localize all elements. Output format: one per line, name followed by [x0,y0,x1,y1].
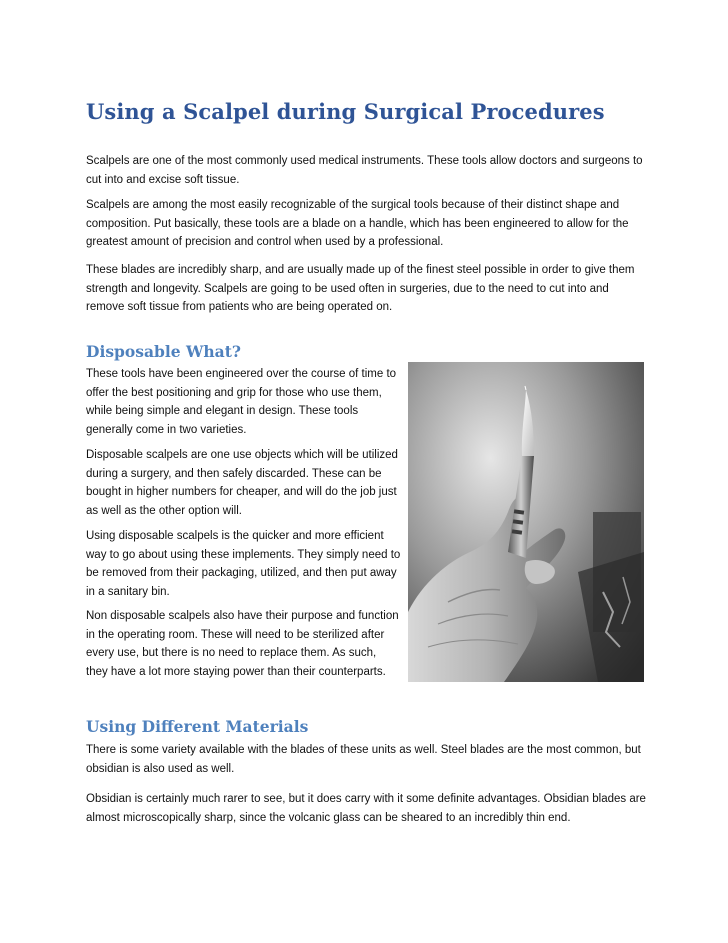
section1-paragraph-2: Disposable scalpels are one use objects which will be utilized during a surgery, and then safely discarded. These can be bought in higher numbers for cheaper, and will do the job just as well as the other option will. [86,449,398,518]
section1-paragraph-3: Using disposable scalpels is the quicker and more efficient way to go about using these implements. They simply need to be removed from their packaging, utilized, and then put away in a sanitary bin. [86,530,401,599]
section2-paragraph-2: Obsidian is certainly much rarer to see, but it does carry with it some definite advantages. Obsidian blades are almost microscopically sharp, since the volcanic glass can be sheared to an incredibly thin end. [86,793,646,824]
intro-paragraph-2: Scalpels are among the most easily recognizable of the surgical tools because of their distinct shape and composition. Put basically, these tools are a blade on a handle, which has been engineered to allow for the greatest amount of precision and control when used by a professional. [86,199,629,249]
section1-paragraph-4: Non disposable scalpels also have their purpose and function in the operating room. These will need to be sterilized after every use, but there is no need to replace them. As such, they have a lot more staying power than their counterparts. [86,610,399,679]
section2-paragraph-1: There is some variety available with the blades of these units as well. Steel blades are the most common, but obsidian is also used as well. [86,744,641,775]
intro-paragraph-1: Scalpels are one of the most commonly used medical instruments. These tools allow doctors and surgeons to cut into and excise soft tissue. [86,155,643,186]
section-heading-materials: Using Different Materials [86,717,309,736]
scalpel-photo [408,362,644,682]
intro-paragraph-3: These blades are incredibly sharp, and are usually made up of the finest steel possible in order to give them strength and longevity. Scalpels are going to be used often in surgeries, due to the need to cut into and remove soft tissue from patients who are being operated on. [86,264,635,314]
section1-paragraph-1: These tools have been engineered over the course of time to offer the best positioning and grip for those who use them, while being simple and elegant in design. These tools generally come in two varieties. [86,368,397,437]
document-title: Using a Scalpel during Surgical Procedures [86,99,605,124]
section-heading-disposable: Disposable What? [86,342,241,361]
